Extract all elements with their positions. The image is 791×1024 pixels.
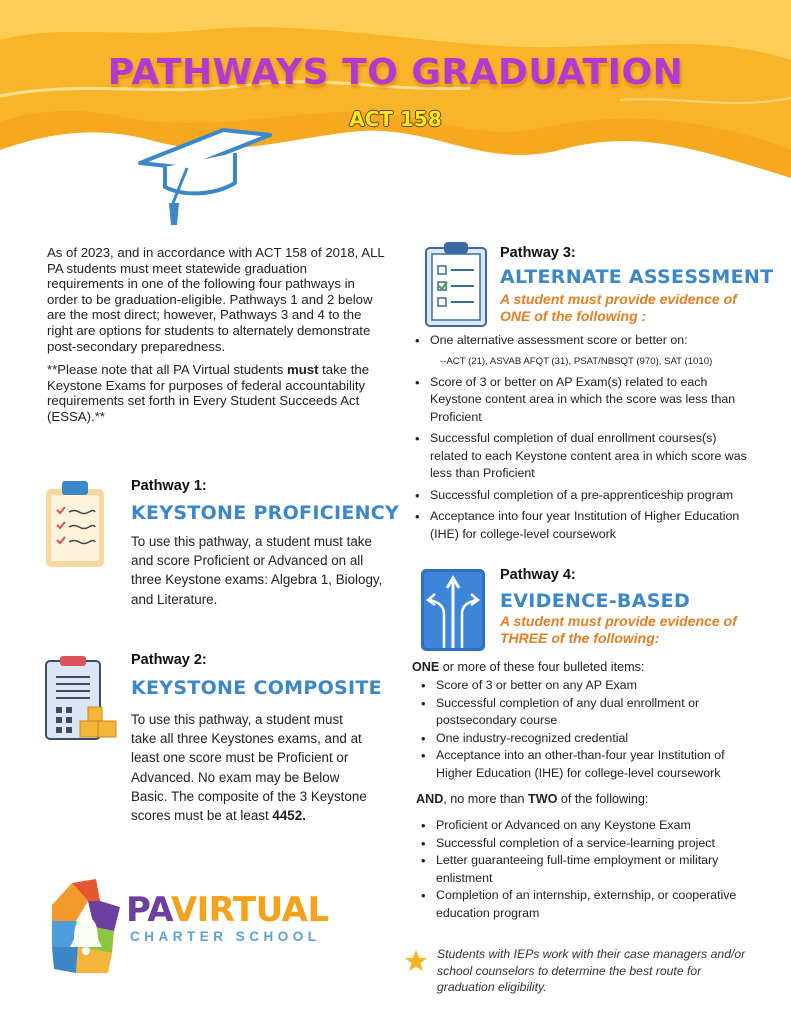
pathway2-label: Pathway 2: — [131, 652, 207, 668]
school-logo-icon — [48, 877, 124, 975]
page-subtitle: ACT 158 — [349, 107, 442, 131]
list-item: • Successful completion of dual enrollment courses(s) related to each Keystone content area in which score was less than Proficient — [412, 430, 757, 483]
star-icon — [404, 949, 428, 973]
pathway4-group2-lead: AND, no more than TWO of the following: — [416, 792, 649, 806]
list-item: • Completion of an internship, externship, or cooperative education program — [418, 887, 758, 922]
clipboard-checklist-icon — [44, 479, 106, 569]
pathway4-subtitle: A student must provide evidence of THREE of the following: — [500, 613, 737, 646]
pathway1-title: KEYSTONE PROFICIENCY — [131, 502, 400, 524]
iep-footnote: Students with IEPs work with their case managers and/or school counselors to determine the best route for graduation eligibility. — [437, 947, 746, 994]
pathway4-group1-lead: ONE or more of these four bulleted items: — [412, 660, 645, 674]
list-item: • Successful completion of any dual enrollment or postsecondary course — [418, 695, 763, 730]
pathway1-description: To use this pathway, a student must take and score Proficient or Advanced on all three Keystone exams: Algebra 1, Biology, and Literature. — [131, 534, 383, 607]
list-item: • Letter guaranteeing full-time employment or military enlistment — [418, 852, 758, 887]
list-item: • Acceptance into four year Institution of Higher Education (IHE) for college-level coursework — [412, 508, 757, 543]
pathway2-description: To use this pathway, a student must take all three Keystones exams, and at least one score must be Proficient or Advanced. No exam may be Below Basic. The composite of the 3 Keystone scores must be at least 4452. — [131, 712, 367, 824]
list-item: • Proficient or Advanced on any Keystone Exam — [418, 817, 758, 835]
list-item: • Acceptance into an other-than-four year Institution of Higher Education (IHE) for college-level coursework — [418, 747, 763, 782]
school-logo-name: PAVIRTUAL — [126, 890, 329, 930]
list-item: • Successful completion of a service-learning project — [418, 835, 758, 853]
clipboard-checkbox-icon — [424, 240, 488, 328]
pathway3-label: Pathway 3: — [500, 245, 576, 261]
pathway3-title: ALTERNATE ASSESSMENT — [500, 266, 774, 288]
keystone-note: **Please note that all PA Virtual students must take the Keystone Exams for purposes of federal accountability requirements set forth in Every Student Succeeds Act (ESSA).** — [47, 362, 370, 424]
pathway4-group1-list — [418, 677, 763, 782]
school-logo-subtitle: CHARTER SCHOOL — [130, 929, 321, 944]
pathway3-subtitle: A student must provide evidence of ONE of the following : — [500, 291, 737, 324]
intro-paragraph: As of 2023, and in accordance with ACT 158 of 2018, ALL PA students must meet statewide graduation requirements in one of the following four pathways in order to be graduation-eligible. Pathways 1 and 2 below are the most direct; however, Pathways 3 and 4 to the right are options for students to alternately demonstrate post-secondary preparedness. — [47, 245, 385, 354]
page-title: PATHWAYS TO GRADUATION — [107, 52, 684, 93]
graduation-cap-icon — [135, 125, 275, 235]
assessment-scores: --ACT (21), ASVAB AFQT (31), PSAT/NBSQT (970), SAT (1010) — [440, 355, 713, 367]
pathway4-label: Pathway 4: — [500, 567, 576, 583]
pathway3-list — [412, 332, 757, 547]
road-arrows-icon — [420, 568, 486, 652]
list-item: • One alternative assessment score or better on: --ACT (21), ASVAB AFQT (31), PSAT/NBSQT (970), SAT (1010) — [412, 332, 757, 368]
list-item: • One industry-recognized credential — [418, 730, 763, 748]
pathway2-title: KEYSTONE COMPOSITE — [131, 677, 382, 699]
pathway4-group2-list — [418, 817, 758, 922]
list-item: • Successful completion of a pre-apprenticeship program — [412, 487, 757, 505]
clipboard-report-icon — [44, 655, 120, 741]
pathway1-label: Pathway 1: — [131, 478, 207, 494]
pathway4-title: EVIDENCE-BASED — [500, 590, 691, 612]
list-item: • Score of 3 or better on any AP Exam — [418, 677, 763, 695]
list-item: • Score of 3 or better on AP Exam(s) related to each Keystone content area in which the score was less than Proficient — [412, 374, 757, 427]
